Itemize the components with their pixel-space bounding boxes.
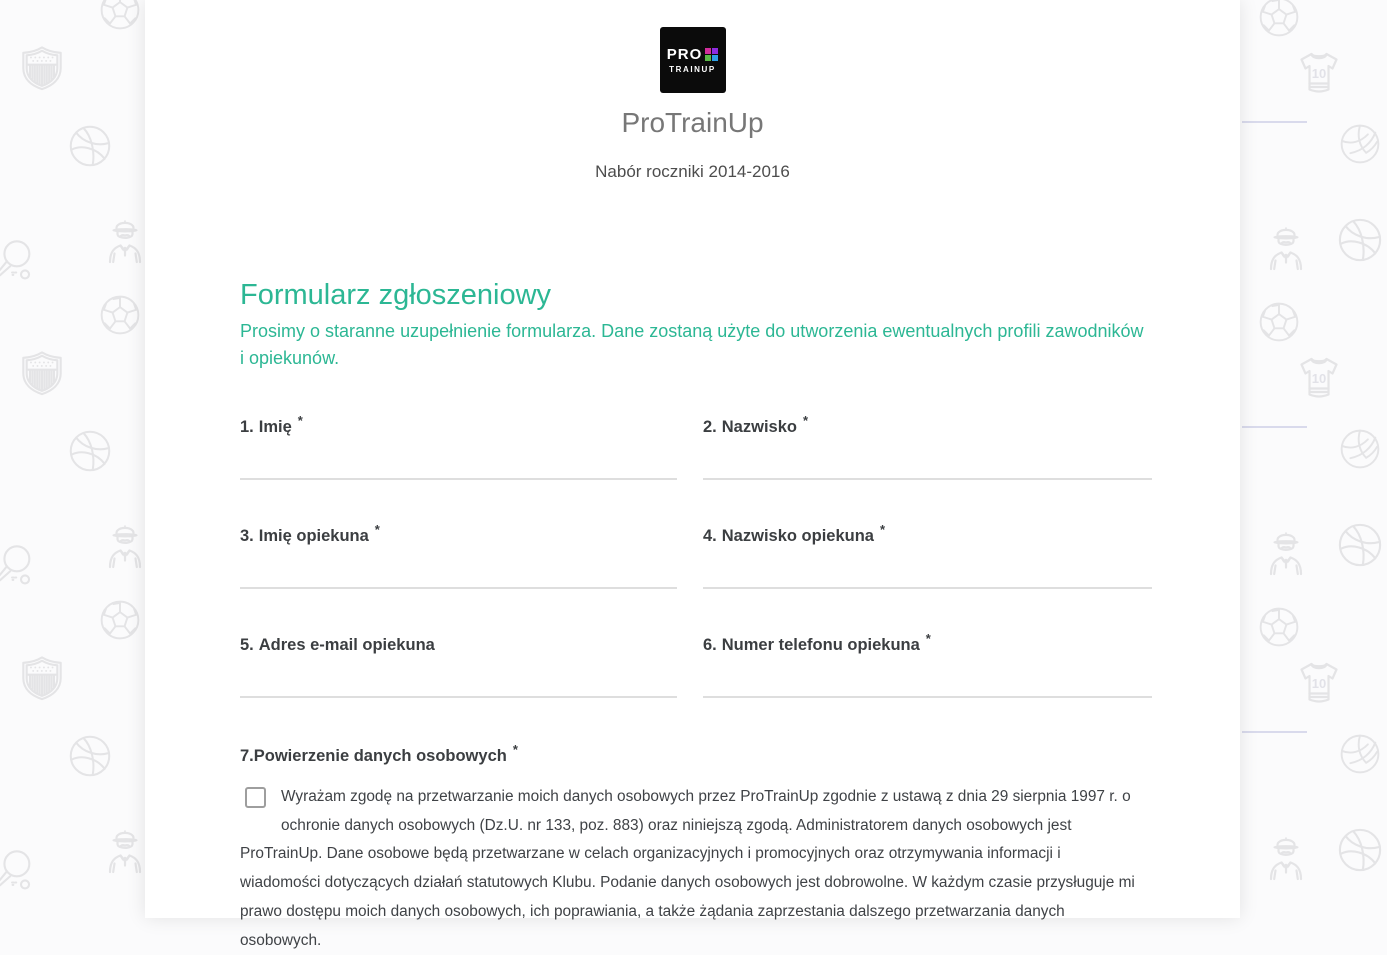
- logo-text-pro: PRO: [666, 46, 703, 63]
- basketball-icon: [1340, 220, 1380, 260]
- email-opiekuna-input[interactable]: [240, 657, 677, 698]
- consent-checkbox[interactable]: [245, 787, 266, 808]
- field-label: 4. Nazwisko opiekuna *: [703, 522, 886, 545]
- club-logo: [660, 27, 726, 93]
- volleyball-icon: [1342, 126, 1379, 163]
- logo-pixel-icon: [705, 48, 718, 61]
- page-title: ProTrainUp: [621, 107, 764, 138]
- jersey-icon: [1302, 359, 1337, 396]
- form-heading: Formularz zgłoszeniowy: [240, 279, 552, 311]
- field-nazwisko-opiekuna: [703, 522, 1152, 589]
- coach-icon: [110, 830, 140, 872]
- page-subtitle: Nabór roczniki 2014-2016: [595, 162, 790, 181]
- soccer-ball-icon: [102, 297, 139, 334]
- basketball-icon: [71, 432, 110, 471]
- pixel-blue: [712, 55, 718, 61]
- imie-opiekuna-input[interactable]: [240, 548, 677, 589]
- consent-section-label: 7.Powierzenie danych osobowych *: [240, 742, 518, 765]
- shield-icon: [23, 352, 60, 394]
- jersey-icon: [1302, 664, 1337, 701]
- coach-icon: [1271, 532, 1301, 574]
- logo-text-trainup: TRAINUP: [669, 65, 716, 74]
- soccer-ball-icon: [1261, 609, 1298, 646]
- field-telefon-opiekuna: [703, 631, 1152, 698]
- table-tennis-icon: [0, 546, 29, 583]
- nazwisko-opiekuna-input[interactable]: [703, 548, 1152, 589]
- field-label: 6. Numer telefonu opiekuna *: [703, 631, 931, 654]
- coach-icon: [110, 525, 140, 567]
- pixel-green: [705, 55, 711, 61]
- jersey-icon: [1302, 54, 1337, 91]
- form-card: [145, 0, 1240, 949]
- coach-icon: [110, 220, 140, 262]
- shield-icon: [23, 657, 60, 699]
- fields-grid: [240, 413, 1152, 745]
- pixel-purple: [712, 48, 718, 54]
- required-asterisk: *: [802, 413, 809, 428]
- coach-icon: [1271, 837, 1301, 879]
- required-asterisk: *: [374, 522, 380, 537]
- soccer-ball-icon: [102, 0, 139, 28]
- required-asterisk: *: [925, 631, 931, 646]
- consent-text: Wyrażam zgodę na przetwarzanie moich danych osobowych przez ProTrainUp zgodnie z ustawą z dnia 29 sierpnia 1997 r. o ochronie danych osobowych (Dz.U. nr 133, poz. 883) oraz niniejszą zgodą. Administratorem danych osobowych jest ProTrainUp. Dane osobowe będą przetwarzane w celach organizacyjnych i promocyjnych oraz otrzymywania informacji i wiadomości dotyczących działań statutowych Klubu. Podanie danych osobowych jest dobrowolne. W każdym czasie przysługuje mi prawo dostępu moich danych osobowych, ich poprawiania, a także żądania zaprzestania dalszego przetwarzania danych osobowych.: [240, 788, 1135, 949]
- field-email-opiekuna: [240, 636, 677, 698]
- required-asterisk: *: [512, 742, 518, 757]
- basketball-icon: [71, 127, 110, 166]
- required-asterisk: *: [879, 522, 886, 537]
- required-asterisk: *: [297, 413, 303, 428]
- pixel-magenta: [705, 48, 711, 54]
- basketball-icon: [1340, 525, 1380, 565]
- table-tennis-icon: [0, 241, 29, 278]
- imie-input[interactable]: [240, 439, 677, 480]
- soccer-ball-icon: [1261, 0, 1298, 35]
- basketball-icon: [1340, 830, 1380, 870]
- table-tennis-icon: [0, 851, 29, 888]
- consent-section: [240, 783, 1145, 955]
- field-nazwisko: [703, 413, 1152, 480]
- field-label: 5. Adres e-mail opiekuna: [240, 636, 435, 654]
- volleyball-icon: [1342, 431, 1379, 468]
- field-label: 2. Nazwisko *: [703, 413, 809, 436]
- coach-icon: [1271, 227, 1301, 269]
- soccer-ball-icon: [1261, 304, 1298, 341]
- nazwisko-input[interactable]: [703, 439, 1152, 480]
- field-imie-opiekuna: [240, 522, 677, 589]
- field-label: 1. Imię *: [240, 413, 303, 436]
- shield-icon: [23, 47, 60, 89]
- field-label: 3. Imię opiekuna *: [240, 522, 380, 545]
- soccer-ball-icon: [102, 602, 139, 639]
- field-imie: [240, 413, 677, 480]
- form-content: [240, 279, 1152, 955]
- form-description: Prosimy o staranne uzupełnienie formularza. Dane zostaną użyte do utworzenia ewentualnych profili zawodników i opiekunów.: [240, 321, 1144, 368]
- volleyball-icon: [1342, 736, 1379, 773]
- basketball-icon: [71, 737, 110, 776]
- telefon-opiekuna-input[interactable]: [703, 657, 1152, 698]
